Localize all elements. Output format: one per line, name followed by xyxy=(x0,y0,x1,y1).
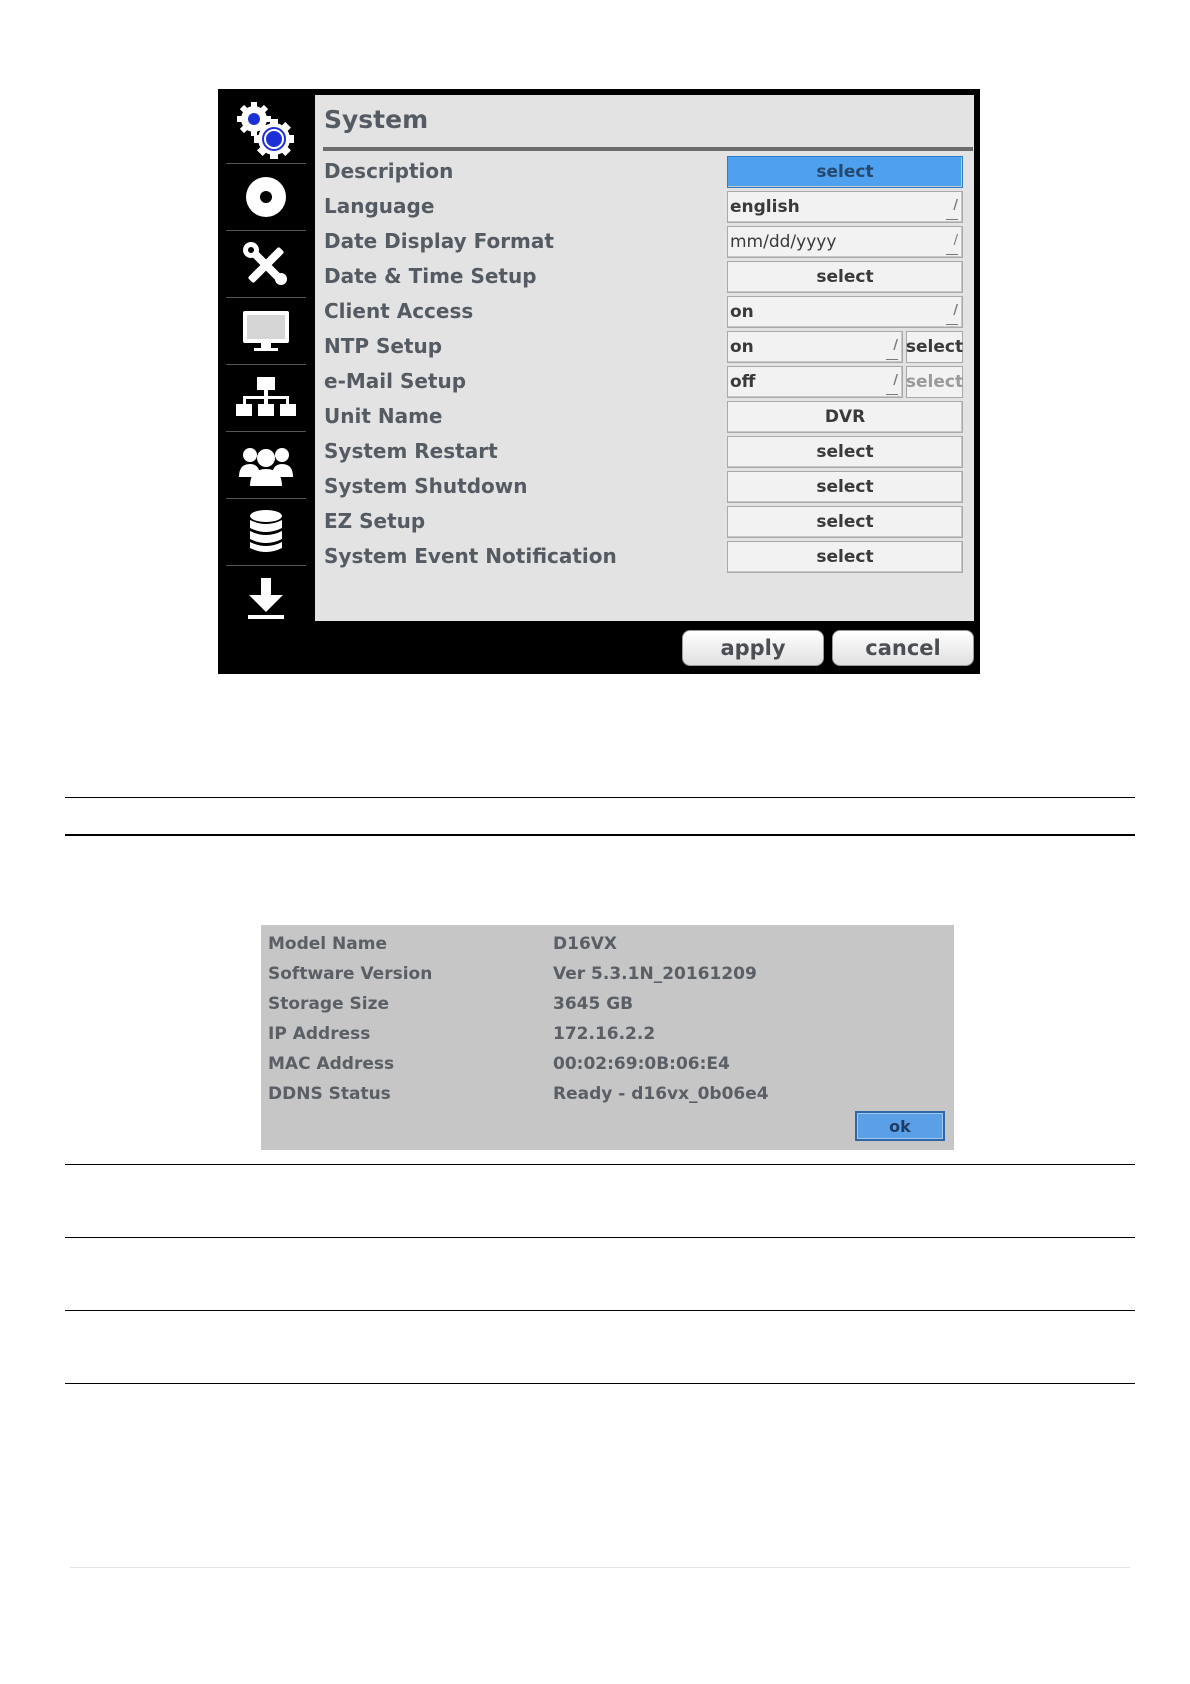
info-value: D16VX xyxy=(553,934,618,954)
dropdown-value: on xyxy=(730,337,754,357)
info-value: Ver 5.3.1N_20161209 xyxy=(553,964,757,984)
download-icon xyxy=(246,577,286,621)
info-row-ddns-status xyxy=(261,1084,954,1112)
row-language xyxy=(315,190,974,225)
sidebar-item-display[interactable] xyxy=(226,298,306,365)
row-client-access xyxy=(315,295,974,330)
language-dropdown[interactable] xyxy=(727,191,963,223)
info-key: IP Address xyxy=(268,1024,371,1044)
row-system-event-notification xyxy=(315,540,974,575)
info-row-model-name xyxy=(261,934,954,962)
panel-title: System xyxy=(324,105,429,134)
system-info-dialog xyxy=(261,925,954,1150)
row-label: Unit Name xyxy=(324,404,443,428)
tools-icon xyxy=(242,241,290,287)
row-label: System Shutdown xyxy=(324,474,528,498)
system-menu-window xyxy=(218,89,980,674)
dropdown-arrow-icon: / xyxy=(946,232,958,255)
divider xyxy=(65,797,1135,798)
sidebar-item-tools[interactable] xyxy=(226,231,306,298)
title-divider xyxy=(323,147,973,151)
info-value: Ready - d16vx_0b06e4 xyxy=(553,1084,769,1104)
ntp-select-button[interactable]: select xyxy=(906,331,963,363)
info-row-ip-address xyxy=(261,1024,954,1052)
divider xyxy=(65,1237,1135,1238)
monitor-icon xyxy=(241,309,291,353)
divider xyxy=(65,1164,1135,1165)
users-icon xyxy=(238,443,294,487)
row-label: Date & Time Setup xyxy=(324,264,537,288)
info-key: Storage Size xyxy=(268,994,390,1014)
gears-icon xyxy=(236,101,296,159)
info-row-storage-size xyxy=(261,994,954,1022)
email-dropdown[interactable] xyxy=(727,366,903,398)
row-description xyxy=(315,155,974,190)
dropdown-arrow-icon: / xyxy=(886,372,898,395)
info-row-mac-address xyxy=(261,1054,954,1082)
row-ntp-setup xyxy=(315,330,974,365)
sidebar-item-record[interactable] xyxy=(226,164,306,231)
row-system-shutdown xyxy=(315,470,974,505)
row-label: Language xyxy=(324,194,435,218)
row-ez-setup xyxy=(315,505,974,540)
info-row-software-version xyxy=(261,964,954,992)
sidebar-item-network[interactable] xyxy=(226,365,306,432)
database-icon xyxy=(248,509,284,555)
divider xyxy=(65,834,1135,836)
info-value: 00:02:69:0B:06:E4 xyxy=(553,1054,730,1074)
sidebar-item-download[interactable] xyxy=(226,566,306,632)
row-unit-name xyxy=(315,400,974,435)
system-restart-select-button[interactable]: select xyxy=(727,436,963,468)
client-access-dropdown[interactable] xyxy=(727,296,963,328)
row-label: System Restart xyxy=(324,439,498,463)
sidebar-item-users[interactable] xyxy=(226,432,306,499)
ok-button[interactable]: ok xyxy=(855,1111,945,1141)
row-label: NTP Setup xyxy=(324,334,443,358)
info-value: 172.16.2.2 xyxy=(553,1024,656,1044)
row-date-time-setup xyxy=(315,260,974,295)
row-label: Client Access xyxy=(324,299,474,323)
divider xyxy=(65,1383,1135,1384)
email-select-button[interactable]: select xyxy=(906,366,963,398)
row-date-display-format xyxy=(315,225,974,260)
cancel-button[interactable]: cancel xyxy=(832,630,974,666)
row-label: Date Display Format xyxy=(324,229,554,253)
divider xyxy=(65,1310,1135,1311)
disc-icon xyxy=(244,175,288,219)
system-shutdown-select-button[interactable]: select xyxy=(727,471,963,503)
footer-divider xyxy=(70,1567,1130,1568)
date-format-dropdown[interactable] xyxy=(727,226,963,258)
ez-setup-select-button[interactable]: select xyxy=(727,506,963,538)
row-label: System Event Notification xyxy=(324,544,617,568)
ntp-dropdown[interactable] xyxy=(727,331,903,363)
sidebar-item-storage[interactable] xyxy=(226,499,306,566)
row-label: EZ Setup xyxy=(324,509,426,533)
dropdown-value: english xyxy=(730,197,800,217)
apply-button[interactable]: apply xyxy=(682,630,824,666)
info-key: Software Version xyxy=(268,964,433,984)
event-notification-select-button[interactable]: select xyxy=(727,541,963,573)
row-label: e-Mail Setup xyxy=(324,369,467,393)
info-key: MAC Address xyxy=(268,1054,395,1074)
dropdown-arrow-icon: / xyxy=(946,302,958,325)
system-settings-panel xyxy=(315,95,974,621)
dropdown-arrow-icon: / xyxy=(946,197,958,220)
info-key: DDNS Status xyxy=(268,1084,391,1104)
date-time-select-button[interactable]: select xyxy=(727,261,963,293)
description-select-button[interactable]: select xyxy=(727,156,963,188)
info-value: 3645 GB xyxy=(553,994,634,1014)
row-label: Description xyxy=(324,159,454,183)
dropdown-value: mm/dd/yyyy xyxy=(730,232,837,252)
dropdown-value: off xyxy=(730,372,756,392)
network-icon xyxy=(235,376,297,420)
menu-sidebar xyxy=(226,97,306,633)
unit-name-button[interactable]: DVR xyxy=(727,401,963,433)
sidebar-item-system[interactable] xyxy=(226,97,306,164)
row-system-restart xyxy=(315,435,974,470)
info-key: Model Name xyxy=(268,934,387,954)
dropdown-arrow-icon: / xyxy=(886,337,898,360)
dropdown-value: on xyxy=(730,302,754,322)
row-email-setup xyxy=(315,365,974,400)
